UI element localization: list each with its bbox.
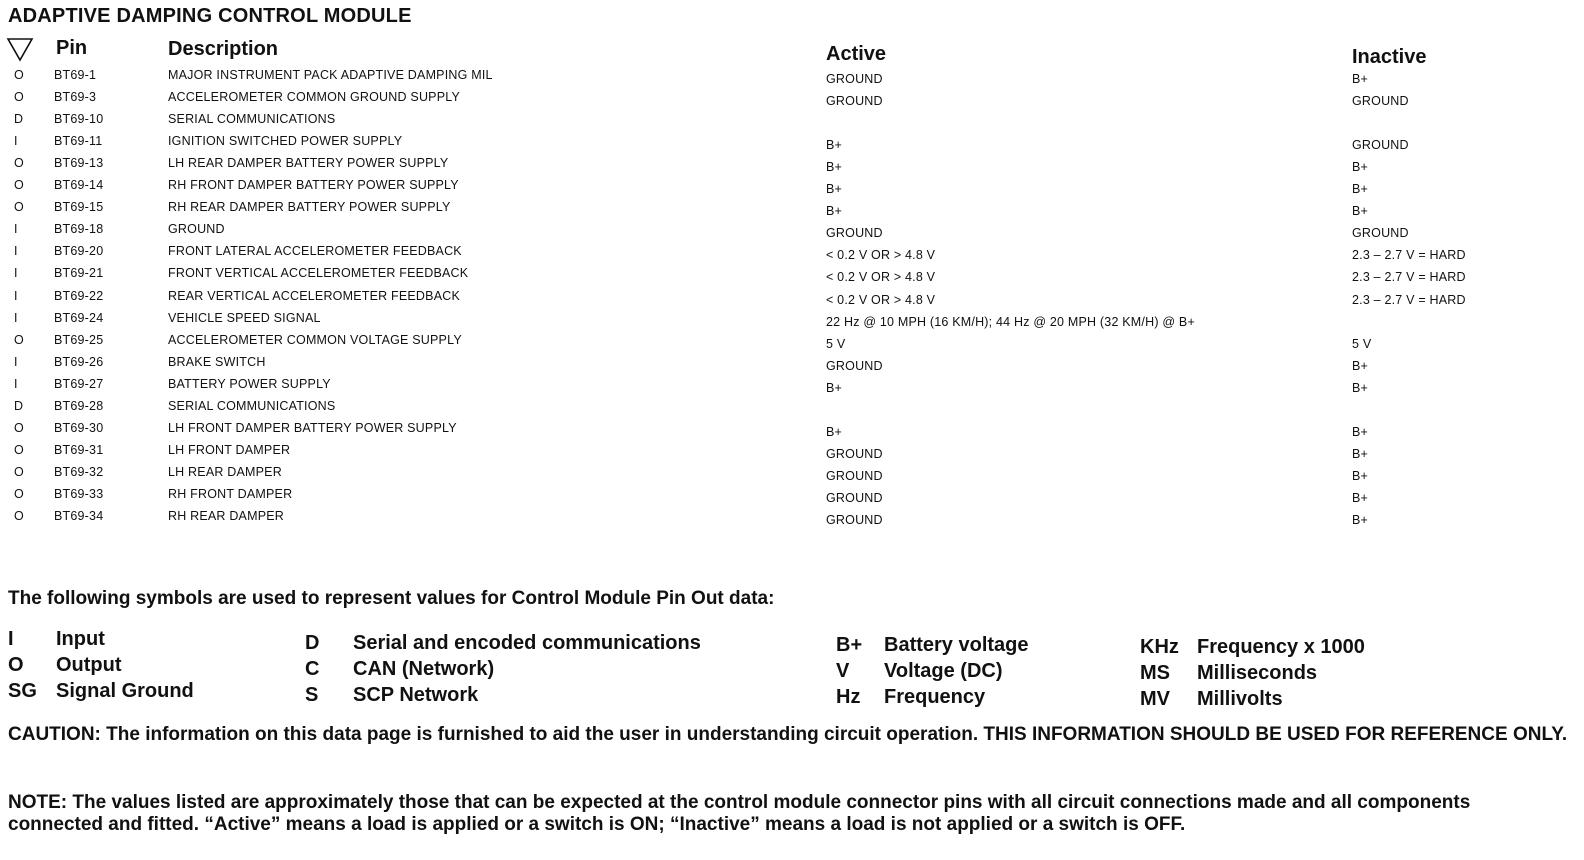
table-row xyxy=(0,509,1584,531)
io-type: I xyxy=(14,310,18,325)
active-value: B+ xyxy=(826,138,843,153)
header-active: Active xyxy=(826,43,887,65)
pin-description: IGNITION SWITCHED POWER SUPPLY xyxy=(168,134,403,149)
io-type: O xyxy=(14,178,24,193)
legend-symbol: S xyxy=(305,684,319,706)
active-value: B+ xyxy=(826,380,843,395)
pin-id: BT69-20 xyxy=(54,244,104,259)
pin-description: LH REAR DAMPER BATTERY POWER SUPPLY xyxy=(168,156,449,171)
table-row xyxy=(0,244,1584,266)
inactive-value: B+ xyxy=(1352,182,1369,197)
active-value: GROUND xyxy=(826,513,883,527)
io-type: O xyxy=(14,90,24,105)
inactive-value: 2.3 – 2.7 V = HARD xyxy=(1352,270,1466,285)
pin-id: BT69-28 xyxy=(54,398,104,413)
inactive-value: B+ xyxy=(1352,204,1369,219)
table-row xyxy=(0,487,1584,509)
table-row xyxy=(0,90,1584,112)
io-type: I xyxy=(14,244,18,259)
pin-id: BT69-32 xyxy=(54,464,104,479)
pin-id: BT69-10 xyxy=(54,112,104,127)
pin-id: BT69-26 xyxy=(54,354,104,369)
io-type: I xyxy=(14,376,18,391)
legend-symbol: B+ xyxy=(836,634,863,656)
legend-symbol: O xyxy=(8,654,24,676)
active-value: B+ xyxy=(826,182,843,197)
io-type: O xyxy=(14,200,24,215)
active-value: 22 Hz @ 10 MPH (16 KM/H); 44 Hz @ 20 MPH (32 KM/H) @ B+ xyxy=(826,314,1195,329)
pin-id: BT69-24 xyxy=(54,310,104,325)
inactive-value: B+ xyxy=(1352,424,1369,439)
table-row xyxy=(0,178,1584,200)
pin-id: BT69-27 xyxy=(54,376,104,391)
legend-symbol: D xyxy=(305,632,320,654)
inactive-value: B+ xyxy=(1352,513,1369,527)
pin-id: BT69-14 xyxy=(54,178,104,193)
pin-id: BT69-18 xyxy=(54,222,104,237)
symbols-intro: The following symbols are used to represent values for Control Module Pin Out data: xyxy=(8,588,775,609)
table-row xyxy=(0,200,1584,222)
pin-id: BT69-1 xyxy=(54,68,97,82)
pin-description: ACCELEROMETER COMMON GROUND SUPPLY xyxy=(168,90,461,105)
io-type: I xyxy=(14,134,18,149)
triangle-icon xyxy=(6,36,34,62)
table-row xyxy=(0,156,1584,178)
active-value: GROUND xyxy=(826,94,883,109)
table-row xyxy=(0,399,1584,421)
active-value: GROUND xyxy=(826,226,883,241)
io-type: I xyxy=(14,354,18,369)
inactive-value: B+ xyxy=(1352,358,1369,373)
io-type: O xyxy=(14,442,24,457)
pin-description: FRONT VERTICAL ACCELEROMETER FEEDBACK xyxy=(168,266,469,281)
active-value: B+ xyxy=(826,204,843,219)
header-inactive: Inactive xyxy=(1352,46,1427,68)
table-row xyxy=(0,311,1584,333)
legend-symbol: V xyxy=(836,660,850,682)
io-type: O xyxy=(14,486,24,501)
legend-definition: Serial and encoded communications xyxy=(353,632,701,654)
legend-definition: Frequency xyxy=(884,686,986,708)
header-description: Description xyxy=(168,38,279,60)
active-value: GROUND xyxy=(826,72,883,86)
active-value: B+ xyxy=(826,160,843,175)
table-row xyxy=(0,333,1584,355)
table-row xyxy=(0,289,1584,311)
inactive-value: B+ xyxy=(1352,160,1369,175)
active-value: GROUND xyxy=(826,358,883,373)
legend-definition: Frequency x 1000 xyxy=(1197,636,1365,658)
pin-id: BT69-11 xyxy=(54,134,103,149)
inactive-value: GROUND xyxy=(1352,138,1409,153)
pin-description: ACCELEROMETER COMMON VOLTAGE SUPPLY xyxy=(168,332,462,347)
inactive-value: 2.3 – 2.7 V = HARD xyxy=(1352,248,1466,263)
active-value: < 0.2 V OR > 4.8 V xyxy=(826,292,936,307)
table-row xyxy=(0,112,1584,134)
table-row xyxy=(0,222,1584,244)
legend-symbol: I xyxy=(8,628,14,650)
io-type: O xyxy=(14,509,24,523)
table-row xyxy=(0,443,1584,465)
inactive-value: 5 V xyxy=(1352,336,1372,351)
io-type: O xyxy=(14,156,24,171)
legend-symbol: C xyxy=(305,658,320,680)
inactive-value: B+ xyxy=(1352,380,1369,395)
pin-id: BT69-31 xyxy=(54,442,104,457)
legend-symbol: SG xyxy=(8,680,37,702)
table-row xyxy=(0,134,1584,156)
active-value: GROUND xyxy=(826,490,883,505)
legend-definition: Voltage (DC) xyxy=(884,660,1003,682)
pin-description: REAR VERTICAL ACCELEROMETER FEEDBACK xyxy=(168,288,460,303)
inactive-value: 2.3 – 2.7 V = HARD xyxy=(1352,292,1466,307)
inactive-value: B+ xyxy=(1352,468,1369,483)
pin-description: VEHICLE SPEED SIGNAL xyxy=(168,310,321,325)
pin-id: BT69-13 xyxy=(54,156,104,171)
legend-symbol: KHz xyxy=(1140,636,1179,658)
legend-definition: CAN (Network) xyxy=(353,658,495,680)
pin-description: GROUND xyxy=(168,222,225,237)
io-type: D xyxy=(14,112,24,127)
inactive-value: B+ xyxy=(1352,446,1369,461)
table-row xyxy=(0,421,1584,443)
pin-id: BT69-3 xyxy=(54,90,97,105)
pin-id: BT69-34 xyxy=(54,509,104,523)
io-type: O xyxy=(14,68,24,82)
pin-description: LH REAR DAMPER xyxy=(168,464,282,479)
pin-description: SERIAL COMMUNICATIONS xyxy=(168,398,336,413)
caution-text: CAUTION: The information on this data page is furnished to aid the user in understanding circuit operation. THIS INFORMATION SHOULD BE USED FOR REFERENCE ONLY. xyxy=(8,724,1568,745)
pin-description: MAJOR INSTRUMENT PACK ADAPTIVE DAMPING MIL xyxy=(168,68,493,82)
io-type: O xyxy=(14,332,24,347)
table-row xyxy=(0,465,1584,487)
pin-description: RH FRONT DAMPER BATTERY POWER SUPPLY xyxy=(168,178,459,193)
active-value: 5 V xyxy=(826,336,846,351)
table-row xyxy=(0,377,1584,399)
active-value: GROUND xyxy=(826,468,883,483)
pin-id: BT69-15 xyxy=(54,200,104,215)
legend-definition: SCP Network xyxy=(353,684,479,706)
legend-definition: Output xyxy=(56,654,122,676)
inactive-value: GROUND xyxy=(1352,226,1409,241)
io-type: O xyxy=(14,420,24,435)
io-type: I xyxy=(14,266,18,281)
pin-description: RH FRONT DAMPER xyxy=(168,486,293,501)
active-value: < 0.2 V OR > 4.8 V xyxy=(826,248,936,263)
pin-id: BT69-33 xyxy=(54,486,104,501)
active-value: < 0.2 V OR > 4.8 V xyxy=(826,270,936,285)
legend-symbol: MV xyxy=(1140,688,1170,710)
table-row xyxy=(0,266,1584,288)
pin-description: LH FRONT DAMPER xyxy=(168,442,291,457)
table-row xyxy=(0,355,1584,377)
page-title: ADAPTIVE DAMPING CONTROL MODULE xyxy=(8,5,412,27)
inactive-value: B+ xyxy=(1352,72,1369,86)
legend-definition: Millivolts xyxy=(1197,688,1283,710)
legend-definition: Signal Ground xyxy=(56,680,194,702)
inactive-value: GROUND xyxy=(1352,94,1409,109)
pin-description: LH FRONT DAMPER BATTERY POWER SUPPLY xyxy=(168,420,457,435)
pin-id: BT69-21 xyxy=(54,266,104,281)
io-type: I xyxy=(14,288,18,303)
active-value: GROUND xyxy=(826,446,883,461)
pin-description: BRAKE SWITCH xyxy=(168,354,266,369)
pin-description: RH REAR DAMPER BATTERY POWER SUPPLY xyxy=(168,200,451,215)
io-type: O xyxy=(14,464,24,479)
active-value: B+ xyxy=(826,424,843,439)
pin-id: BT69-30 xyxy=(54,420,104,435)
pin-description: FRONT LATERAL ACCELEROMETER FEEDBACK xyxy=(168,244,462,259)
pin-id: BT69-22 xyxy=(54,288,104,303)
header-pin: Pin xyxy=(56,37,88,59)
pin-description: BATTERY POWER SUPPLY xyxy=(168,376,331,391)
legend-symbol: MS xyxy=(1140,662,1170,684)
legend-symbol: Hz xyxy=(836,686,861,708)
io-type: I xyxy=(14,222,18,237)
pin-id: BT69-25 xyxy=(54,332,104,347)
pin-description: RH REAR DAMPER xyxy=(168,509,285,523)
legend-definition: Input xyxy=(56,628,105,650)
note-text: NOTE: The values listed are approximately those that can be expected at the control module connector pins with all circuit connections made and all components connected and fitted. “Active” means a load is applied or a switch is ON; “Inactive” means a load is not applied or a switch is OFF. xyxy=(8,792,1471,835)
inactive-value: B+ xyxy=(1352,490,1369,505)
legend-definition: Milliseconds xyxy=(1197,662,1318,684)
io-type: D xyxy=(14,398,24,413)
table-row xyxy=(0,68,1584,90)
pin-description: SERIAL COMMUNICATIONS xyxy=(168,112,336,127)
legend-definition: Battery voltage xyxy=(884,634,1029,656)
